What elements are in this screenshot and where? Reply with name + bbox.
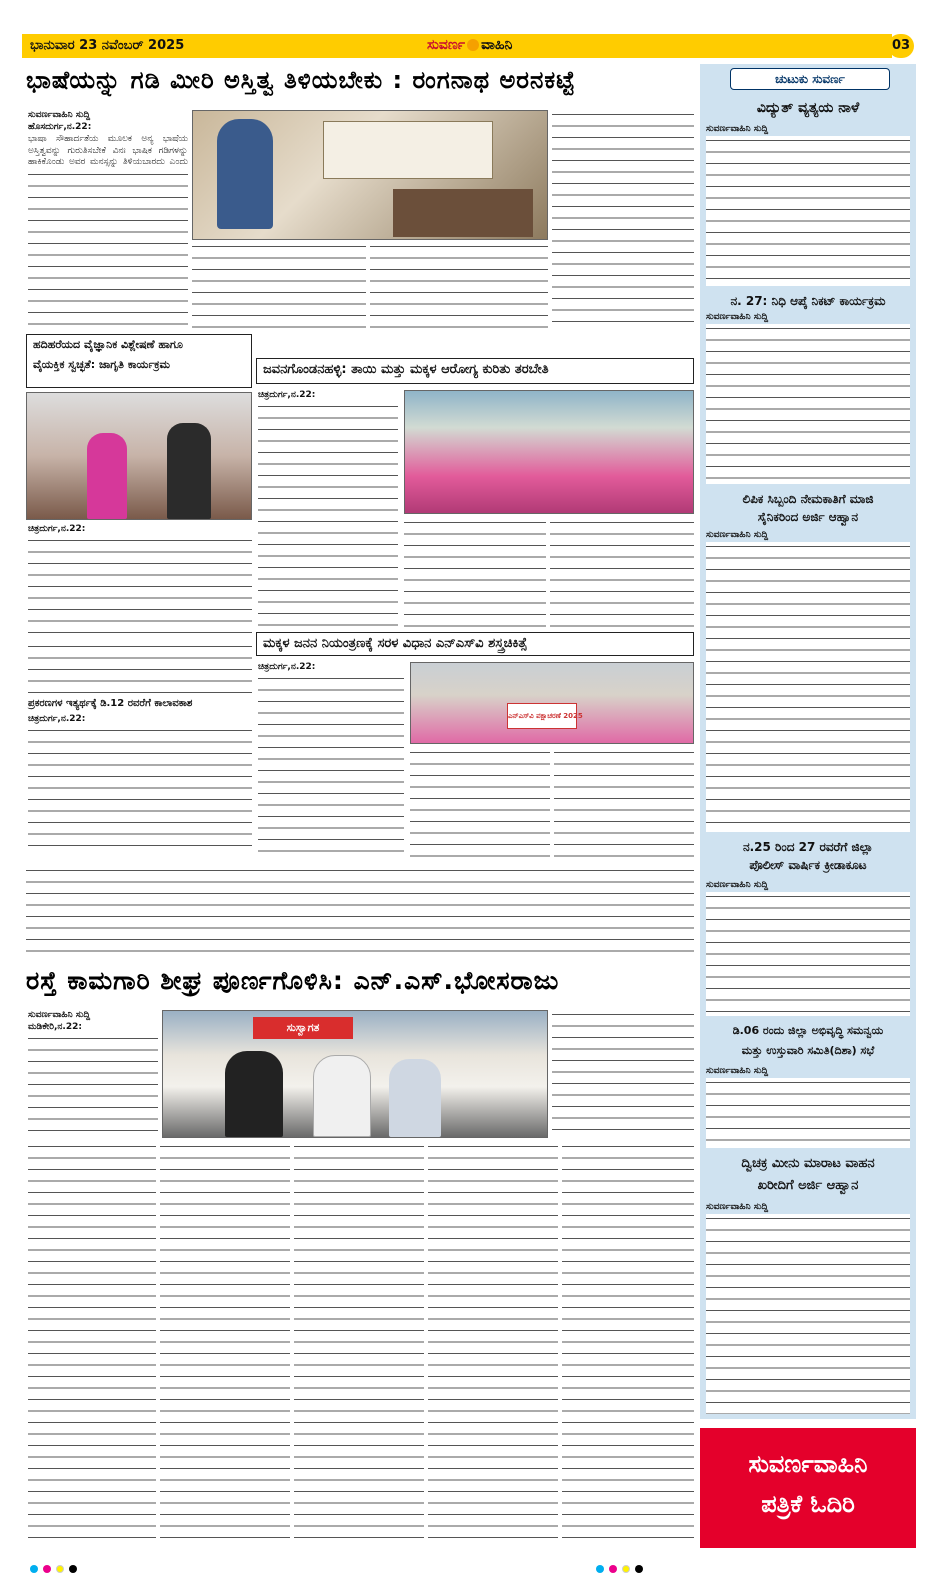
brief-6-byline: ಸುವರ್ಣವಾಹಿನಿ ಸುದ್ದಿ: [706, 1202, 769, 1212]
deadline-title: ಪ್ರಕರಣಗಳ ಇತ್ಯರ್ಥಕ್ಕೆ ಡಿ.12 ರವರೆಗೆ ಕಾಲಾವಕಾಶ: [28, 698, 193, 709]
road-headline: ರಸ್ತೆ ಕಾಮಗಾರಿ ಶೀಘ್ರ ಪೂರ್ಣಗೊಳಿಸಿ: ಎನ್.ಎಸ್.ಭೋಸರಾಜು: [26, 966, 560, 995]
brief-5-byline: ಸುವರ್ಣವಾಹಿನಿ ಸುದ್ದಿ: [706, 1066, 769, 1076]
nsv-col-2: [410, 748, 550, 858]
brand-left: ಸುವರ್ಣ: [427, 37, 466, 53]
brief-6-title-2: ಖರೀದಿಗೆ ಅರ್ಜಿ ಆಹ್ವಾನ: [757, 1178, 859, 1193]
official-figure-2: [313, 1055, 371, 1137]
speaker-figure: [217, 119, 273, 229]
nsv-dateline: ಚಿತ್ರದುರ್ಗ,ನ.22:: [258, 662, 316, 672]
brief-4-body: [706, 892, 910, 1016]
javanagondanahalli-title: ಜವನಗೊಂಡನಹಳ್ಳಿ: ತಾಯಿ ಮತ್ತು ಮಕ್ಕಳ ಆರೋಗ್ಯ ಕುರಿತು ತರಬೇತಿ: [263, 362, 549, 377]
deadline-dateline: ಚಿತ್ರದುರ್ಗ,ನ.22:: [28, 714, 86, 724]
brief-4-title-1: ನ.25 ರಿಂದ 27 ರವರೆಗೆ ಜಿಲ್ಲಾ: [742, 840, 874, 854]
brief-2-body: [706, 324, 910, 484]
road-dateline: ಮಡಿಕೇರಿ,ನ.22:: [28, 1022, 82, 1032]
brief-5-title-1: ಡಿ.06 ರಂದು ಜಿಲ್ಲಾ ಅಭಿವೃದ್ಧಿ ಸಮನ್ವಯ: [732, 1024, 884, 1037]
masthead: [22, 34, 892, 58]
hadihareya-body: [28, 536, 252, 638]
brief-4-byline: ಸುವರ್ಣವಾಹಿನಿ ಸುದ್ದಿ: [706, 880, 769, 890]
lead-column-2: [192, 242, 366, 328]
deadline-body: [28, 726, 252, 854]
hadihareya-title-1: ಹದಿಹರೆಯದ ವೈಜ್ಞಾನಿಕ ವಿಶ್ಲೇಷಣೆ ಹಾಗೂ: [33, 338, 183, 351]
brand-right: ವಾಹಿನಿ: [481, 37, 513, 53]
page-number: 03: [888, 34, 914, 58]
road-col-3: [294, 1142, 424, 1548]
nsv-photo: [410, 662, 694, 744]
lead-intro: ಭಾಷಾ ಸೌಹಾರ್ದತೆಯ ಮೂಲಕ ಅನ್ಯ ಭಾಷೆಯ ಅಸ್ತಿತ್ವವನ್ನು ಗುರುತಿಸಬೇಕೆ ವಿನಃ ಭಾಷಿಕ ಗಡಿಗಳನ್ನು ಹಾಕಿಕೊಂಡು ಅವರ ಮನಸ್ಸನ್ನು ತಿಳಿಯಬಾರದು ಎಂದು: [28, 134, 188, 167]
official-figure-1: [225, 1051, 283, 1137]
brand-logo: [427, 37, 512, 53]
brief-3-title-1: ಲಿಪಿಕ ಸಿಬ್ಬಂದಿ ನೇಮಕಾತಿಗೆ ಮಾಜಿ: [742, 492, 874, 506]
javanagondanahalli-photo: [404, 390, 694, 514]
guest-table: [393, 189, 533, 237]
promo-line-2: ಪತ್ರಿಕೆ ಓದಿರಿ: [761, 1490, 855, 1518]
brief-5-body: [706, 1078, 910, 1148]
lead-column-1: [28, 170, 188, 328]
lead-byline: ಸುವರ್ಣವಾಹಿನಿ ಸುದ್ದಿ: [28, 110, 91, 120]
lead-headline: ಭಾಷೆಯನ್ನು ಗಡಿ ಮೀರಿ ಅಸ್ತಿತ್ವ ತಿಳಿಯಬೇಕು : ರಂಗನಾಥ ಅರನಕಟ್ಟೆ: [26, 66, 576, 94]
javanagondanahalli-col-3: [550, 518, 694, 628]
lead-column-4: [552, 110, 694, 328]
brief-3-byline: ಸುವರ್ಣವಾಹಿನಿ ಸುದ್ದಿ: [706, 530, 769, 540]
brief-4-title-2: ಪೊಲೀಸ್ ವಾರ್ಷಿಕ ಕ್ರೀಡಾಕೂಟ: [749, 858, 867, 872]
lead-continuation: [26, 866, 694, 958]
road-photo: [162, 1010, 548, 1138]
road-intro: [28, 1034, 158, 1132]
guest-figure: [167, 423, 211, 519]
road-byline: ಸುವರ್ಣವಾಹಿನಿ ಸುದ್ದಿ: [28, 1010, 91, 1020]
brief-6-body: [706, 1214, 910, 1414]
hadihareya-body-2: [28, 642, 252, 694]
registration-marks-left: [30, 1558, 82, 1566]
logo-sun-icon: [467, 39, 479, 51]
lead-photo: [192, 110, 548, 240]
issue-date: ಭಾನುವಾರ 23 ನವೆಂಬರ್ 2025: [30, 38, 185, 53]
nsv-title-box: [256, 632, 694, 656]
photo-welcome-banner: ಸುಸ್ವಾಗತ: [253, 1017, 353, 1039]
brief-1-byline: ಸುವರ್ಣವಾಹಿನಿ ಸುದ್ದಿ: [706, 124, 769, 134]
hadihareya-photo: [26, 392, 252, 520]
hadihareya-dateline: ಚಿತ್ರದುರ್ಗ,ನ.22:: [28, 524, 86, 534]
brief-2-title: ನ. 27: ನಿಧಿ ಆಪ್ಕೆ ನಿಕಟ್ ಕಾರ್ಯಕ್ರಮ: [730, 294, 886, 308]
javanagondanahalli-dateline: ಚಿತ್ರದುರ್ಗ,ನ.22:: [258, 390, 316, 400]
brief-1-title: ವಿದ್ಯುತ್ ವ್ಯತ್ಯಯ ನಾಳೆ: [756, 100, 860, 116]
road-col-2: [160, 1142, 290, 1548]
brief-3-body: [706, 542, 910, 832]
brief-6-title-1: ದ್ವಿಚಕ್ರ ಮೀನು ಮಾರಾಟ ವಾಹನ: [741, 1156, 875, 1171]
nsv-banner: ಎನ್‌ಎಸ್‌ವಿ ಪಕ್ಷಾಚರಣೆ 2025: [507, 703, 577, 729]
lead-dateline: ಹೊಸದುರ್ಗ,ನ.22:: [28, 122, 92, 132]
nsv-col-1: [258, 674, 404, 858]
stage-banner: [323, 121, 493, 179]
brief-3-title-2: ಸೈನಿಕರಿಂದ ಅರ್ಜಿ ಆಹ್ವಾನ: [757, 510, 859, 524]
hadihareya-title-2: ವೈಯಕ್ತಿಕ ಸ್ವಚ್ಛತೆ: ಜಾಗೃತಿ ಕಾರ್ಯಕ್ರಮ: [33, 358, 171, 371]
registration-marks-right: [596, 1558, 648, 1566]
official-figure-3: [389, 1059, 441, 1137]
road-col-1: [28, 1142, 156, 1548]
brief-5-title-2: ಮತ್ತು ಉಸ್ತುವಾರಿ ಸಮಿತಿ(ದಿಶಾ) ಸಭೆ: [741, 1044, 875, 1057]
sidebar-badge: ಚುಟುಕು ಸುವರ್ಣ: [730, 68, 890, 90]
promo-line-1: ಸುವರ್ಣವಾಹಿನಿ: [748, 1450, 868, 1478]
road-col-4: [428, 1142, 558, 1548]
subscribe-promo: [700, 1428, 916, 1548]
lead-column-3: [370, 242, 548, 328]
nsv-col-3: [554, 748, 694, 858]
participant-figure: [87, 433, 127, 519]
javanagondanahalli-title-box: [256, 358, 694, 384]
road-col-5: [562, 1142, 694, 1548]
brief-1-body: [706, 136, 910, 286]
nsv-title: ಮಕ್ಕಳ ಜನನ ನಿಯಂತ್ರಣಕ್ಕೆ ಸರಳ ವಿಧಾನ ಎನ್‌ಎಸ್‌ವಿ ಶಸ್ತ್ರಚಿಕಿತ್ಸೆ: [263, 636, 528, 651]
javanagondanahalli-col-2: [404, 518, 546, 628]
road-col-right-top: [552, 1010, 694, 1138]
javanagondanahalli-col-1: [258, 402, 398, 628]
hadihareya-title-box: [26, 334, 252, 388]
brief-2-byline: ಸುವರ್ಣವಾಹಿನಿ ಸುದ್ದಿ: [706, 312, 769, 322]
